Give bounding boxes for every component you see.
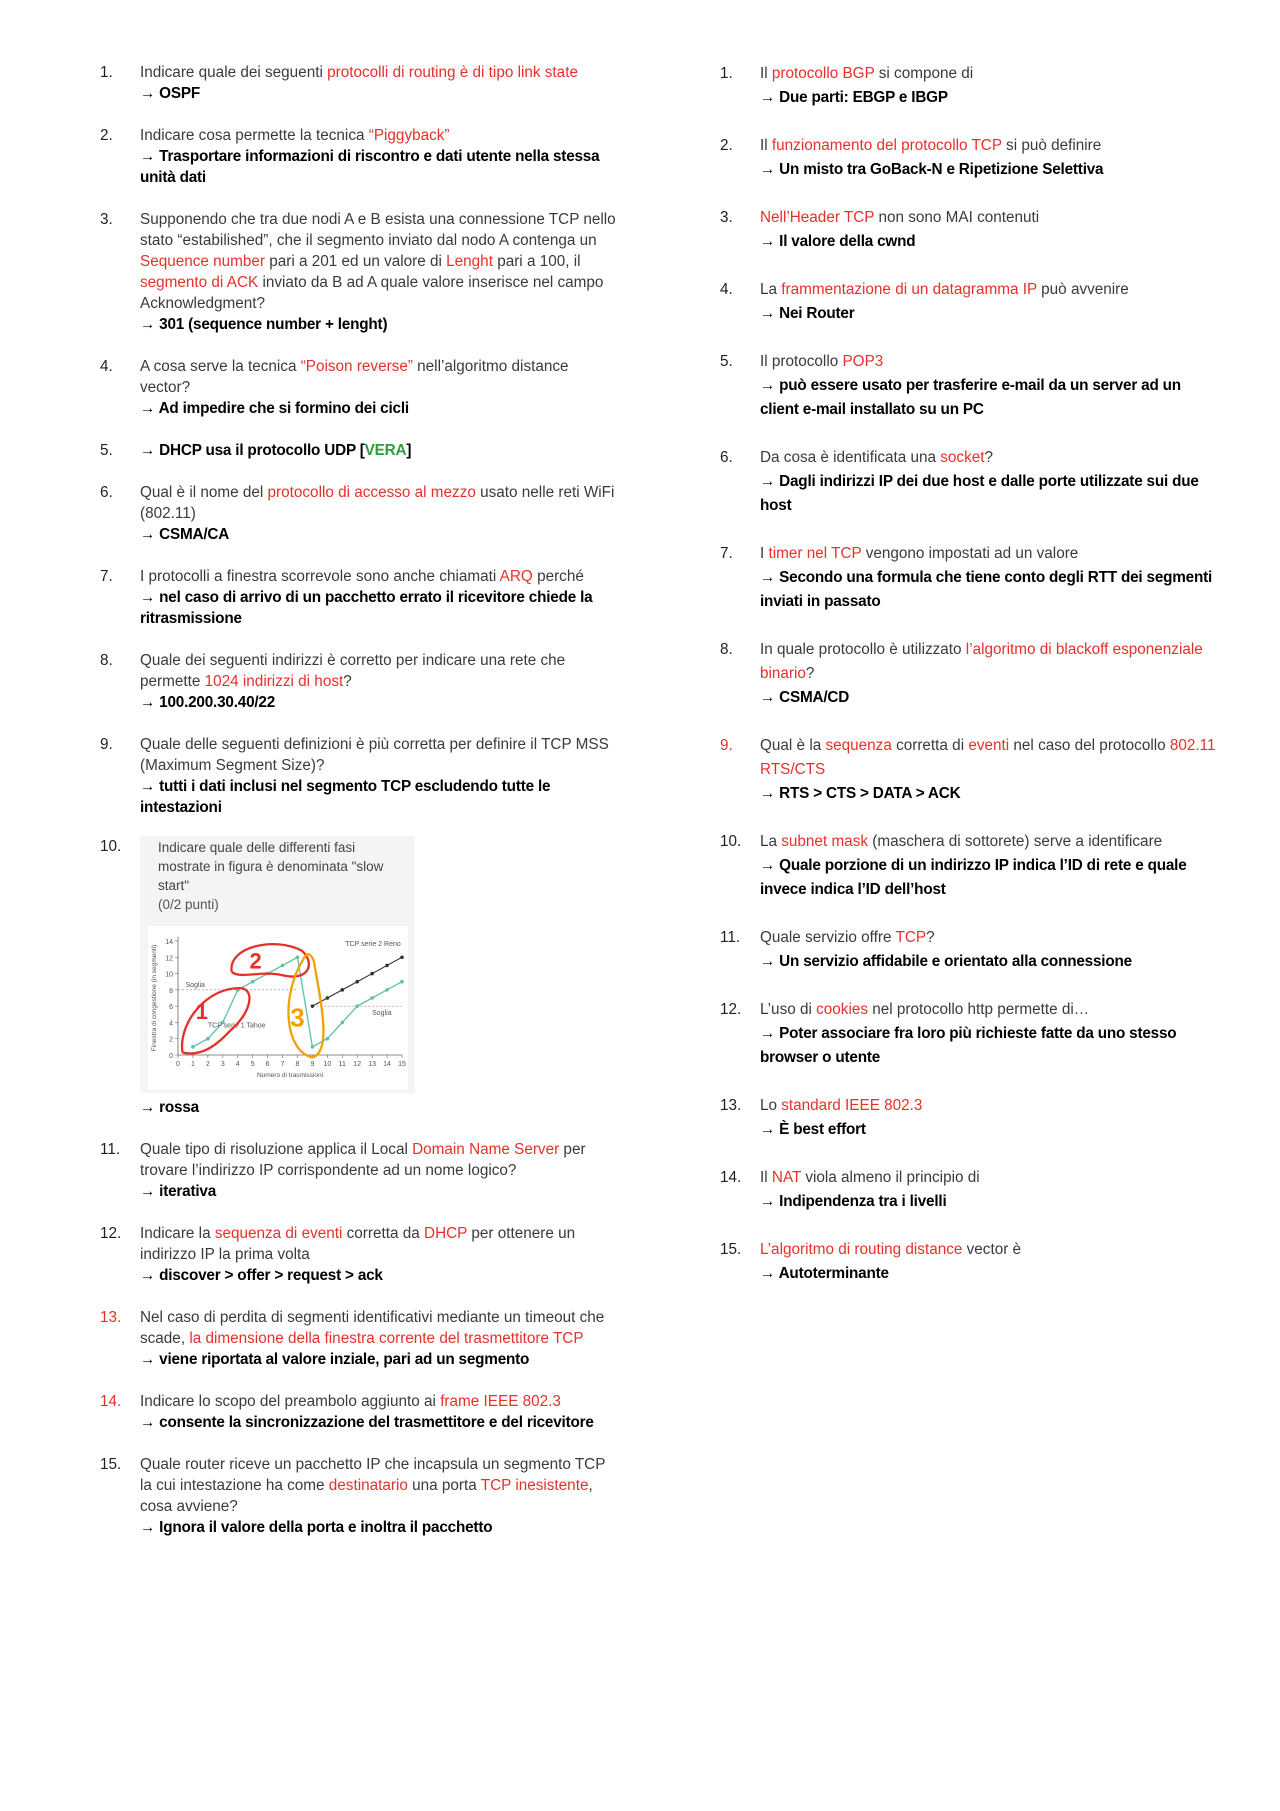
question-number: 5. — [100, 442, 113, 459]
question-text — [760, 350, 1220, 374]
x-tick-label: 1 — [190, 1061, 195, 1068]
question-item — [100, 1454, 620, 1538]
x-tick-label: 12 — [353, 1061, 362, 1068]
question-segment: si può definire — [1001, 137, 1102, 154]
question-item — [720, 350, 1220, 422]
question-number: 13. — [720, 1097, 742, 1114]
y-tick-label: 10 — [165, 971, 173, 979]
highlighted-term: subnet mask — [781, 833, 868, 850]
highlighted-term: “Poison reverse” — [300, 358, 413, 375]
reno-data-point — [326, 996, 330, 1000]
left-question-column — [100, 62, 620, 1559]
answer-segment: → Indipendenza tra i livelli — [760, 1193, 947, 1210]
question-text — [760, 542, 1220, 566]
congestion-window-chart — [140, 836, 415, 1093]
question-segment: In quale protocollo è utilizzato — [760, 641, 966, 658]
tahoe-data-point — [281, 964, 285, 968]
question-item — [100, 482, 620, 545]
answer-text — [760, 686, 1220, 710]
answer-text — [140, 1265, 620, 1286]
answer-text — [140, 146, 620, 188]
highlighted-term: 1024 indirizzi di host — [204, 673, 344, 690]
reno-data-point — [385, 964, 389, 968]
tahoe-data-point — [251, 980, 255, 984]
question-item — [720, 1166, 1220, 1214]
figure-question-text: Indicare quale delle differenti fasi mostrate in figura è denominata "slow start" — [158, 840, 384, 893]
reno-data-point — [311, 1004, 315, 1008]
highlighted-term: la dimensione della finestra corrente del trasmettitore TCP — [189, 1330, 584, 1347]
question-item — [720, 278, 1220, 326]
question-segment: per ottenere un indirizzo IP la prima volta — [140, 1225, 576, 1263]
highlighted-term: TCP — [895, 929, 927, 946]
question-item — [100, 62, 620, 104]
highlighted-term: protocolli di routing è di tipo link state — [327, 64, 578, 81]
answer-text — [140, 1097, 620, 1118]
x-tick-label: 13 — [368, 1061, 377, 1068]
y-tick-label: 2 — [169, 1036, 173, 1044]
highlighted-term: Nell’Header TCP — [760, 209, 875, 226]
question-segment: può avvenire — [1036, 281, 1129, 298]
question-segment: nel protocollo http permette di… — [868, 1001, 1090, 1018]
question-number: 14. — [100, 1393, 122, 1410]
question-segment: vengono impostati ad un valore — [861, 545, 1079, 562]
question-text — [760, 1166, 1220, 1190]
highlighted-term: “Piggyback” — [368, 127, 450, 144]
highlighted-term: Sequence number — [140, 253, 266, 270]
question-text — [760, 734, 1220, 782]
highlighted-term: TCP inesistente — [480, 1477, 589, 1494]
highlighted-term: frame IEEE 802.3 — [440, 1393, 561, 1410]
question-segment: Quale router riceve un pacchetto IP che incapsula un segmento TCP la cui intestazione ha come — [140, 1456, 606, 1494]
question-segment: (maschera di sottorete) serve a identificare — [868, 833, 1163, 850]
question-text — [760, 926, 1220, 950]
question-item — [720, 998, 1220, 1070]
question-text — [760, 830, 1220, 854]
question-text — [760, 446, 1220, 470]
highlighted-term: Domain Name Server — [412, 1141, 560, 1158]
question-segment: Qual è il nome del — [140, 484, 268, 501]
answer-segment: → OSPF — [140, 85, 200, 102]
question-segment: pari a 100, il — [492, 253, 581, 270]
answer-text — [760, 374, 1220, 422]
x-tick-label: 7 — [280, 1061, 285, 1068]
question-segment: una porta — [407, 1477, 481, 1494]
question-text — [760, 278, 1220, 302]
question-segment: si compone di — [874, 65, 974, 82]
question-segment: Quale servizio offre — [760, 929, 896, 946]
question-number: 5. — [720, 353, 733, 370]
question-number: 2. — [720, 137, 733, 154]
question-text — [140, 125, 620, 146]
question-text — [760, 1094, 1220, 1118]
answer-segment: → Autoterminante — [760, 1265, 889, 1282]
tahoe-data-point — [191, 1045, 195, 1049]
question-segment: Indicare la — [140, 1225, 215, 1242]
question-item — [720, 638, 1220, 710]
highlighted-term: protocollo BGP — [771, 65, 875, 82]
answer-text — [760, 302, 1220, 326]
question-number: 12. — [100, 1225, 122, 1242]
x-tick-label: 11 — [338, 1061, 346, 1068]
x-tick-label: 0 — [176, 1061, 180, 1068]
answer-segment: → Il valore della cwnd — [760, 233, 916, 250]
question-number: 1. — [100, 64, 113, 81]
tahoe-data-point — [400, 980, 404, 984]
answer-segment: → DHCP usa il protocollo UDP [ — [140, 442, 365, 459]
question-item — [100, 650, 620, 713]
x-tick-label: 5 — [250, 1061, 255, 1068]
answer-segment: → Secondo una formula che tiene conto degli RTT dei segmenti inviati in passato — [760, 569, 1213, 610]
question-text — [140, 566, 620, 587]
question-segment: ? — [343, 673, 352, 690]
figure-score: (0/2 punti) — [158, 897, 219, 912]
answer-text — [140, 587, 620, 629]
y-tick-label: 14 — [165, 939, 173, 946]
question-text — [140, 1223, 620, 1265]
highlighted-term: DHCP — [424, 1225, 468, 1242]
question-text — [140, 1454, 620, 1517]
question-item — [100, 836, 620, 1118]
answer-segment: → CSMA/CA — [140, 526, 230, 543]
answer-text — [140, 1517, 620, 1538]
tahoe-data-point — [296, 955, 300, 959]
question-number: 9. — [100, 736, 113, 753]
question-text — [760, 134, 1220, 158]
y-tick-label: 6 — [169, 1004, 173, 1012]
question-number: 3. — [720, 209, 733, 226]
highlighted-term: timer nel TCP — [768, 545, 862, 562]
question-segment: vector è — [962, 1241, 1022, 1258]
question-item — [720, 830, 1220, 902]
answer-text — [140, 398, 620, 419]
question-segment: I protocolli a finestra scorrevole sono anche chiamati — [140, 568, 500, 585]
question-number: 3. — [100, 211, 113, 228]
annotation-mark-1: 1 — [195, 999, 209, 1025]
answer-segment: → Quale porzione di un indirizzo IP indica l’ID di rete e quale invece indica l’ID dell’host — [760, 857, 1187, 898]
answer-text — [140, 1181, 620, 1202]
threshold-label-2: Soglia — [372, 1010, 392, 1018]
reno-data-point — [370, 972, 374, 976]
answer-text — [140, 692, 620, 713]
question-item — [720, 62, 1220, 110]
answer-text — [760, 86, 1220, 110]
question-segment: Lo — [760, 1097, 782, 1114]
question-segment: corretta di — [891, 737, 969, 754]
highlighted-term: sequenza di eventi — [214, 1225, 343, 1242]
answer-text — [760, 1118, 1220, 1142]
question-segment: I — [760, 545, 769, 562]
x-tick-label: 8 — [295, 1061, 300, 1068]
tahoe-data-point — [385, 988, 389, 992]
question-text — [140, 734, 620, 776]
question-segment: usato nelle reti WiFi (802.11) — [140, 484, 615, 522]
answer-segment: → Dagli indirizzi IP dei due host e dalle porte utilizzate sui due host — [760, 473, 1199, 514]
question-number: 4. — [100, 358, 113, 375]
y-tick-label: 12 — [165, 955, 173, 963]
question-segment: per trovare l’indirizzo IP corrispondente ad un nome logico? — [140, 1141, 586, 1179]
question-number: 12. — [720, 1001, 742, 1018]
answer-segment: → Ad impedire che si formino dei cicli — [140, 400, 409, 417]
x-tick-label: 2 — [205, 1061, 210, 1068]
answer-segment: → È best effort — [760, 1121, 866, 1138]
answer-segment: ] — [406, 442, 412, 459]
question-item — [100, 125, 620, 188]
highlighted-term: cookies — [816, 1001, 869, 1018]
x-tick-label: 15 — [398, 1061, 406, 1068]
question-segment: ? — [805, 665, 815, 682]
question-number: 2. — [100, 127, 113, 144]
question-number: 6. — [100, 484, 113, 501]
tahoe-data-point — [206, 1037, 210, 1041]
question-item — [100, 356, 620, 419]
highlighted-term: standard IEEE 802.3 — [781, 1097, 923, 1114]
highlighted-term: NAT — [771, 1169, 802, 1186]
annotation-mark-2: 2 — [249, 948, 262, 974]
question-item — [100, 1307, 620, 1370]
question-item — [100, 734, 620, 818]
answer-text — [760, 566, 1220, 614]
question-number: 11. — [720, 929, 741, 946]
answer-segment: → RTS > CTS > DATA > ACK — [760, 785, 961, 802]
question-item — [720, 734, 1220, 806]
answer-segment: → nel caso di arrivo di un pacchetto errato il ricevitore chiede la ritrasmissione — [140, 589, 593, 627]
answer-text — [140, 1412, 620, 1433]
question-text — [140, 650, 620, 692]
question-segment: corretta da — [342, 1225, 425, 1242]
answer-text — [760, 470, 1220, 518]
answer-segment: → Ignora il valore della porta e inoltra il pacchetto — [140, 1519, 493, 1536]
question-segment: Il — [760, 137, 772, 154]
question-number: 10. — [100, 838, 122, 855]
question-segment: non sono MAI contenuti — [874, 209, 1040, 226]
tahoe-legend-label: TCP serie 1 Tahoe — [207, 1022, 266, 1030]
answer-segment: → tutti i dati inclusi nel segmento TCP escludendo tutte le intestazioni — [140, 778, 551, 816]
question-text — [140, 1139, 620, 1181]
question-item — [720, 1238, 1220, 1286]
question-segment: Quale dei seguenti indirizzi è corretto per indicare una rete che permette — [140, 652, 566, 690]
question-number: 6. — [720, 449, 733, 466]
question-number: 15. — [720, 1241, 742, 1258]
threshold-label-1: Soglia — [185, 981, 205, 989]
slow-start-figure — [140, 836, 415, 1093]
answer-text — [140, 524, 620, 545]
answer-text — [760, 1262, 1220, 1286]
answer-segment: → Poter associare fra loro più richieste fatte da uno stesso browser o utente — [760, 1025, 1177, 1066]
question-segment: Indicare quale dei seguenti — [140, 64, 328, 81]
question-item — [720, 926, 1220, 974]
question-segment: Indicare cosa permette la tecnica — [140, 127, 369, 144]
answer-true-label: VERA — [364, 442, 407, 459]
answer-text — [760, 782, 1220, 806]
x-tick-label: 6 — [265, 1061, 270, 1068]
annotation-mark-3: 3 — [290, 1002, 305, 1033]
right-question-column — [720, 62, 1220, 1310]
tahoe-data-point — [311, 1045, 315, 1049]
question-text — [760, 62, 1220, 86]
question-segment: Quale delle seguenti definizioni è più corretta per definire il TCP MSS (Maximum Segment Size)? — [140, 736, 609, 774]
tahoe-data-point — [355, 1004, 359, 1008]
highlighted-term: eventi — [968, 737, 1010, 754]
question-segment: nel caso del protocollo — [1009, 737, 1170, 754]
answer-segment: → Un servizio affidabile e orientato alla connessione — [760, 953, 1132, 970]
question-number: 7. — [100, 568, 113, 585]
y-tick-label: 0 — [169, 1053, 173, 1060]
question-number: 4. — [720, 281, 733, 298]
highlighted-term: funzionamento del protocollo TCP — [771, 137, 1002, 154]
question-number: 11. — [100, 1141, 121, 1158]
tahoe-data-point — [326, 1037, 330, 1041]
x-tick-label: 4 — [235, 1061, 240, 1068]
question-segment: La — [760, 833, 782, 850]
question-segment: Il — [760, 65, 772, 82]
y-axis-label: Finestra di congestione (in segmenti) — [151, 944, 158, 1052]
question-text — [140, 62, 620, 83]
reno-legend-label: TCP serie 2 Reno — [345, 940, 401, 948]
question-number: 13. — [100, 1309, 122, 1326]
answer-segment: → rossa — [140, 1099, 199, 1116]
answer-text — [140, 314, 620, 335]
answer-segment: → consente la sincronizzazione del trasmettitore e del ricevitore — [140, 1414, 594, 1431]
x-axis-label: Numero di trasmissioni — [256, 1072, 324, 1079]
y-tick-label: 8 — [169, 987, 173, 995]
question-segment: pari a 201 ed un valore di — [265, 253, 447, 270]
question-text — [760, 998, 1220, 1022]
answer-text — [760, 158, 1220, 182]
answer-segment: → Nei Router — [760, 305, 855, 322]
question-number: 8. — [720, 641, 733, 658]
answer-segment: → 100.200.30.40/22 — [140, 694, 276, 711]
tahoe-data-point — [340, 1021, 344, 1025]
question-number: 1. — [720, 65, 733, 82]
answer-segment: → Due parti: EBGP e IBGP — [760, 89, 948, 106]
y-tick-label: 4 — [169, 1020, 173, 1028]
answer-text — [760, 230, 1220, 254]
answer-segment: → discover > offer > request > ack — [140, 1267, 383, 1284]
question-item — [100, 209, 620, 335]
highlighted-term: frammentazione di un datagramma IP — [781, 281, 1037, 298]
question-item — [100, 1139, 620, 1202]
question-number: 9. — [720, 737, 733, 754]
question-item — [100, 1391, 620, 1433]
question-segment: , cosa avviene? — [140, 1477, 593, 1515]
highlighted-term: ARQ — [499, 568, 533, 585]
question-segment: ? — [984, 449, 994, 466]
question-segment: inviato da B ad A quale valore inserisce nel campo Acknowledgment? — [140, 274, 604, 312]
question-item — [720, 1094, 1220, 1142]
answer-text — [140, 83, 620, 104]
question-segment: Il — [760, 1169, 772, 1186]
answer-text — [760, 950, 1220, 974]
answer-segment: → CSMA/CD — [760, 689, 850, 706]
answer-text — [140, 776, 620, 818]
highlighted-term: segmento di ACK — [140, 274, 259, 291]
answer-text — [140, 1349, 620, 1370]
answer-text — [760, 1190, 1220, 1214]
question-segment: A cosa serve la tecnica — [140, 358, 301, 375]
question-item — [100, 440, 620, 461]
question-text — [140, 209, 620, 314]
question-item — [720, 542, 1220, 614]
question-segment: Nel caso di perdita di segmenti identificativi mediante un timeout che scade, — [140, 1309, 605, 1347]
question-segment: Qual è la — [760, 737, 826, 754]
question-text — [760, 638, 1220, 686]
x-tick-label: 10 — [323, 1061, 332, 1068]
answer-segment: → viene riportata al valore inziale, pari ad un segmento — [140, 1351, 530, 1368]
question-text — [760, 1238, 1220, 1262]
answer-segment: → può essere usato per trasferire e-mail da un server ad un client e-mail installato su un PC — [760, 377, 1181, 418]
answer-segment: → 301 (sequence number + lenght) — [140, 316, 388, 333]
question-number: 15. — [100, 1456, 122, 1473]
answer-segment: → iterativa — [140, 1183, 217, 1200]
question-item — [720, 206, 1220, 254]
question-segment: viola almeno il principio di — [801, 1169, 980, 1186]
x-tick-label: 9 — [310, 1061, 315, 1068]
highlighted-term: Lenght — [446, 253, 493, 270]
highlighted-term: L’algoritmo di routing distance — [760, 1241, 963, 1258]
question-segment: ? — [926, 929, 935, 946]
question-text — [140, 482, 620, 524]
question-text — [760, 206, 1220, 230]
answer-text — [760, 854, 1220, 902]
question-text — [140, 356, 620, 398]
question-item — [720, 134, 1220, 182]
question-segment: Supponendo che tra due nodi A e B esista una connessione TCP nello stato “estabilished”, che il segmento inviato dal nodo A contenga un — [140, 211, 616, 249]
question-item — [720, 446, 1220, 518]
answer-segment: → Un misto tra GoBack-N e Ripetizione Selettiva — [760, 161, 1104, 178]
x-tick-label: 3 — [220, 1061, 225, 1068]
question-number: 14. — [720, 1169, 742, 1186]
question-segment: Da cosa è identificata una — [760, 449, 941, 466]
question-segment: nell’algoritmo distance vector? — [140, 358, 569, 396]
question-number: 7. — [720, 545, 733, 562]
highlighted-term: socket — [940, 449, 985, 466]
tahoe-data-point — [370, 996, 374, 1000]
question-item — [100, 1223, 620, 1286]
highlighted-term: 802.11 RTS/CTS — [760, 737, 1216, 778]
question-segment: Il protocollo — [760, 353, 843, 370]
question-segment: L’uso di — [760, 1001, 817, 1018]
highlighted-term: POP3 — [842, 353, 884, 370]
question-segment: Indicare lo scopo del preambolo aggiunto ai — [140, 1393, 441, 1410]
answer-text — [140, 440, 620, 461]
answer-segment: → Trasportare informazioni di riscontro e dati utente nella stessa unità dati — [140, 148, 600, 186]
question-text — [140, 1391, 620, 1412]
question-segment: Quale tipo di risoluzione applica il Local — [140, 1141, 413, 1158]
question-number: 10. — [720, 833, 742, 850]
highlighted-term: sequenza — [825, 737, 892, 754]
question-number: 8. — [100, 652, 113, 669]
highlighted-term: destinatario — [328, 1477, 408, 1494]
answer-text — [760, 1022, 1220, 1070]
x-tick-label: 14 — [383, 1061, 391, 1068]
reno-data-point — [355, 980, 359, 984]
highlighted-term: l’algoritmo di blackoff esponenziale binario — [760, 641, 1203, 682]
reno-data-point — [340, 988, 344, 992]
highlighted-term: protocollo di accesso al mezzo — [267, 484, 476, 501]
question-segment: perché — [532, 568, 584, 585]
question-text — [140, 1307, 620, 1349]
question-item — [100, 566, 620, 629]
reno-data-point — [400, 955, 404, 959]
question-segment: La — [760, 281, 782, 298]
